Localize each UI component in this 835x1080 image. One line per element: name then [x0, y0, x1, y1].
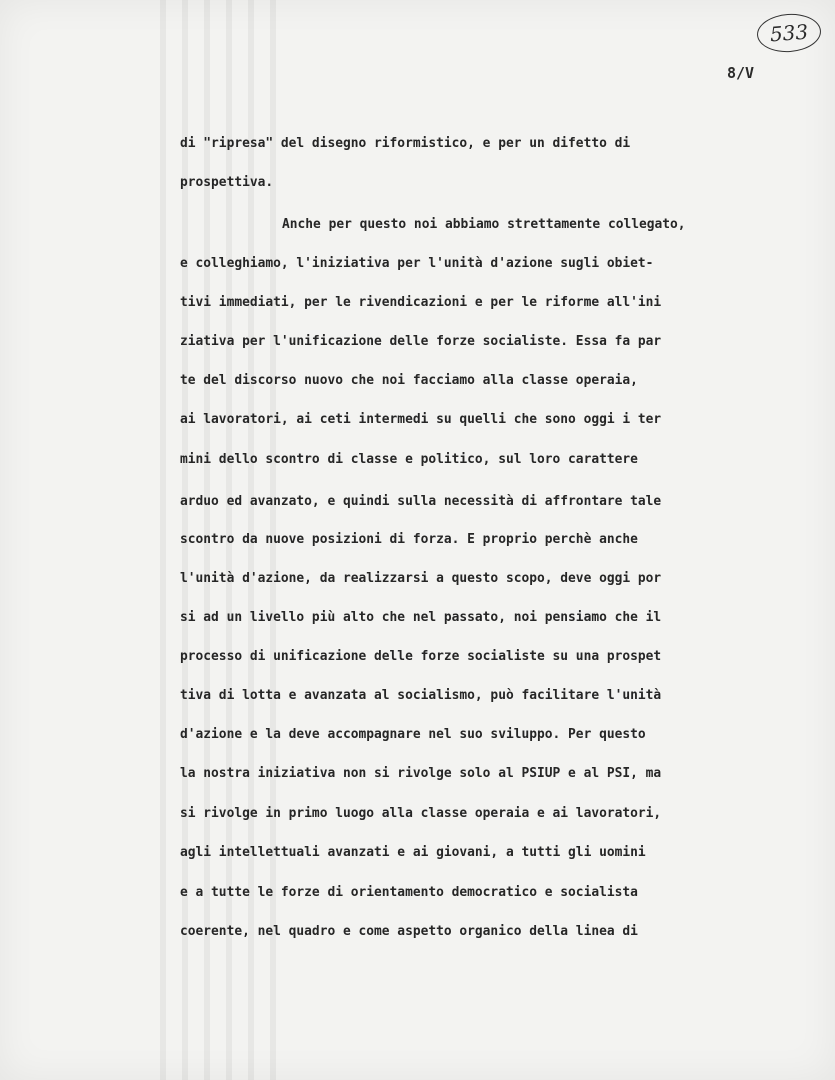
text-line: ai lavoratori, ai ceti intermedi su quelli che sono oggi i ter — [180, 412, 662, 427]
text-line: si ad un livello più alto che nel passato, noi pensiamo che il — [180, 610, 662, 625]
text-line: ziativa per l'unificazione delle forze socialiste. Essa fa par — [180, 334, 662, 349]
archive-stamp-number: 533 — [769, 19, 809, 47]
page-number: 8/V — [727, 64, 755, 82]
text-line: tiva di lotta e avanzata al socialismo, può facilitare l'unità — [180, 688, 662, 703]
text-line: coerente, nel quadro e come aspetto organico della linea di — [180, 924, 638, 939]
text-line: si rivolge in primo luogo alla classe operaia e ai lavoratori, — [180, 806, 662, 821]
text-line: scontro da nuove posizioni di forza. E proprio perchè anche — [180, 532, 638, 547]
text-line: la nostra iniziativa non si rivolge solo al PSIUP e al PSI, ma — [180, 766, 662, 781]
text-line: di "ripresa" del disegno riformistico, e per un difetto di — [180, 136, 631, 151]
text-line: processo di unificazione delle forze socialiste su una prospet — [180, 649, 662, 664]
text-line: te del discorso nuovo che noi facciamo alla classe operaia, — [180, 373, 638, 388]
text-line: l'unità d'azione, da realizzarsi a questo scopo, deve oggi por — [180, 571, 662, 586]
text-line: e a tutte le forze di orientamento democratico e socialista — [180, 885, 638, 900]
text-line: prospettiva. — [180, 175, 274, 190]
text-line: Anche per questo noi abbiamo strettamente collegato, — [282, 217, 686, 232]
text-line: mini dello scontro di classe e politico, sul loro carattere — [180, 452, 638, 467]
text-line: agli intellettuali avanzati e ai giovani, a tutti gli uomini — [180, 845, 646, 860]
archive-stamp — [756, 12, 822, 54]
text-line: arduo ed avanzato, e quindi sulla necessità di affrontare tale — [180, 494, 662, 509]
text-line: d'azione e la deve accompagnare nel suo sviluppo. Per questo — [180, 727, 646, 742]
text-line: tivi immediati, per le rivendicazioni e per le riforme all'ini — [180, 295, 662, 310]
text-line: e colleghiamo, l'iniziativa per l'unità d'azione sugli obiet- — [180, 256, 654, 271]
